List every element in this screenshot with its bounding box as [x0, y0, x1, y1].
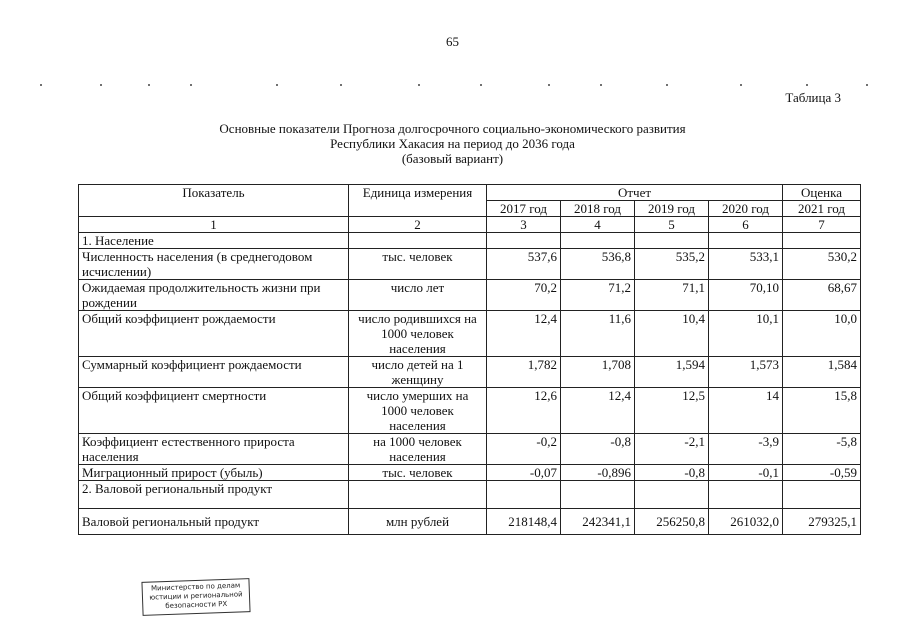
dotted-separator	[40, 84, 870, 92]
value-cell: 10,0	[783, 311, 861, 357]
value-cell: 256250,8	[635, 509, 709, 535]
ministry-stamp	[141, 578, 250, 616]
title-line: Республики Хакасия на период до 2036 года	[330, 136, 575, 151]
unit-cell: число родившихся на 1000 человек населения	[349, 311, 487, 357]
value-cell: 14	[709, 388, 783, 434]
value-cell: 1,708	[561, 357, 635, 388]
indicator-name: Численность населения (в среднегодовом исчислении)	[79, 249, 349, 280]
header-unit: Единица измерения	[349, 185, 487, 217]
value-cell: 10,4	[635, 311, 709, 357]
value-cell: -0,8	[561, 434, 635, 465]
header-indicator: Показатель	[79, 185, 349, 217]
value-cell: 1,573	[709, 357, 783, 388]
column-number: 3	[487, 217, 561, 233]
table-row	[79, 249, 861, 280]
value-cell: 71,1	[635, 280, 709, 311]
value-cell: -0,2	[487, 434, 561, 465]
indicator-name: Общий коэффициент рождаемости	[79, 311, 349, 357]
indicator-name: Ожидаемая продолжительность жизни при рождении	[79, 280, 349, 311]
indicator-name: Валовой региональный продукт	[79, 509, 349, 535]
value-cell: -0,8	[635, 465, 709, 481]
page-number: 65	[446, 34, 459, 49]
table-row	[79, 509, 861, 535]
section-row	[79, 233, 861, 249]
value-cell: 12,5	[635, 388, 709, 434]
header-year: 2017 год	[487, 201, 561, 217]
value-cell: 71,2	[561, 280, 635, 311]
value-cell: -0,1	[709, 465, 783, 481]
unit-cell: число лет	[349, 280, 487, 311]
header-year: 2020 год	[709, 201, 783, 217]
indicator-name: Коэффициент естественного прироста населения	[79, 434, 349, 465]
table-row	[79, 434, 861, 465]
unit-cell: число детей на 1 женщину	[349, 357, 487, 388]
table-row	[79, 280, 861, 311]
value-cell: -3,9	[709, 434, 783, 465]
stamp-line: юстиции и региональной	[149, 590, 243, 602]
header-estimate: Оценка	[783, 185, 861, 201]
header-year: 2021 год	[783, 201, 861, 217]
header-year: 2019 год	[635, 201, 709, 217]
indicators-table	[78, 184, 861, 535]
value-cell: 537,6	[487, 249, 561, 280]
value-cell: -5,8	[783, 434, 861, 465]
table-label: Таблица 3	[785, 90, 841, 105]
value-cell: 530,2	[783, 249, 861, 280]
value-cell: 1,594	[635, 357, 709, 388]
value-cell: 261032,0	[709, 509, 783, 535]
value-cell: -0,896	[561, 465, 635, 481]
table-row	[79, 465, 861, 481]
stamp-line: Министерство по делам	[150, 581, 241, 593]
unit-cell: на 1000 человек населения	[349, 434, 487, 465]
indicator-name: Суммарный коэффициент рождаемости	[79, 357, 349, 388]
stamp-line: безопасности РХ	[165, 599, 228, 611]
value-cell: 12,4	[561, 388, 635, 434]
table-row	[79, 357, 861, 388]
value-cell: 1,782	[487, 357, 561, 388]
value-cell: 10,1	[709, 311, 783, 357]
value-cell: 218148,4	[487, 509, 561, 535]
value-cell: 70,2	[487, 280, 561, 311]
header-year: 2018 год	[561, 201, 635, 217]
unit-cell: тыс. человек	[349, 249, 487, 280]
value-cell: 1,584	[783, 357, 861, 388]
value-cell: 68,67	[783, 280, 861, 311]
document-title	[0, 121, 905, 166]
value-cell: 70,10	[709, 280, 783, 311]
table-row	[79, 311, 861, 357]
unit-cell: число умерших на 1000 человек населения	[349, 388, 487, 434]
value-cell: 533,1	[709, 249, 783, 280]
table-row	[79, 388, 861, 434]
value-cell: -0,07	[487, 465, 561, 481]
title-line: (базовый вариант)	[401, 151, 504, 166]
value-cell: -0,59	[783, 465, 861, 481]
indicator-name: Миграционный прирост (убыль)	[79, 465, 349, 481]
column-number: 1	[79, 217, 349, 233]
value-cell: -2,1	[635, 434, 709, 465]
indicator-name: Общий коэффициент смертности	[79, 388, 349, 434]
value-cell: 15,8	[783, 388, 861, 434]
value-cell: 536,8	[561, 249, 635, 280]
section-title: 2. Валовой региональный продукт	[79, 481, 349, 509]
value-cell: 11,6	[561, 311, 635, 357]
value-cell: 535,2	[635, 249, 709, 280]
value-cell: 242341,1	[561, 509, 635, 535]
column-number: 7	[783, 217, 861, 233]
value-cell: 12,4	[487, 311, 561, 357]
column-number: 2	[349, 217, 487, 233]
column-number: 5	[635, 217, 709, 233]
section-row	[79, 481, 861, 509]
unit-cell: млн рублей	[349, 509, 487, 535]
value-cell: 12,6	[487, 388, 561, 434]
column-number: 6	[709, 217, 783, 233]
value-cell: 279325,1	[783, 509, 861, 535]
header-report: Отчет	[487, 185, 783, 201]
unit-cell: тыс. человек	[349, 465, 487, 481]
title-line: Основные показатели Прогноза долгосрочного социально-экономического развития	[219, 121, 686, 136]
column-number: 4	[561, 217, 635, 233]
section-title: 1. Население	[79, 233, 349, 249]
